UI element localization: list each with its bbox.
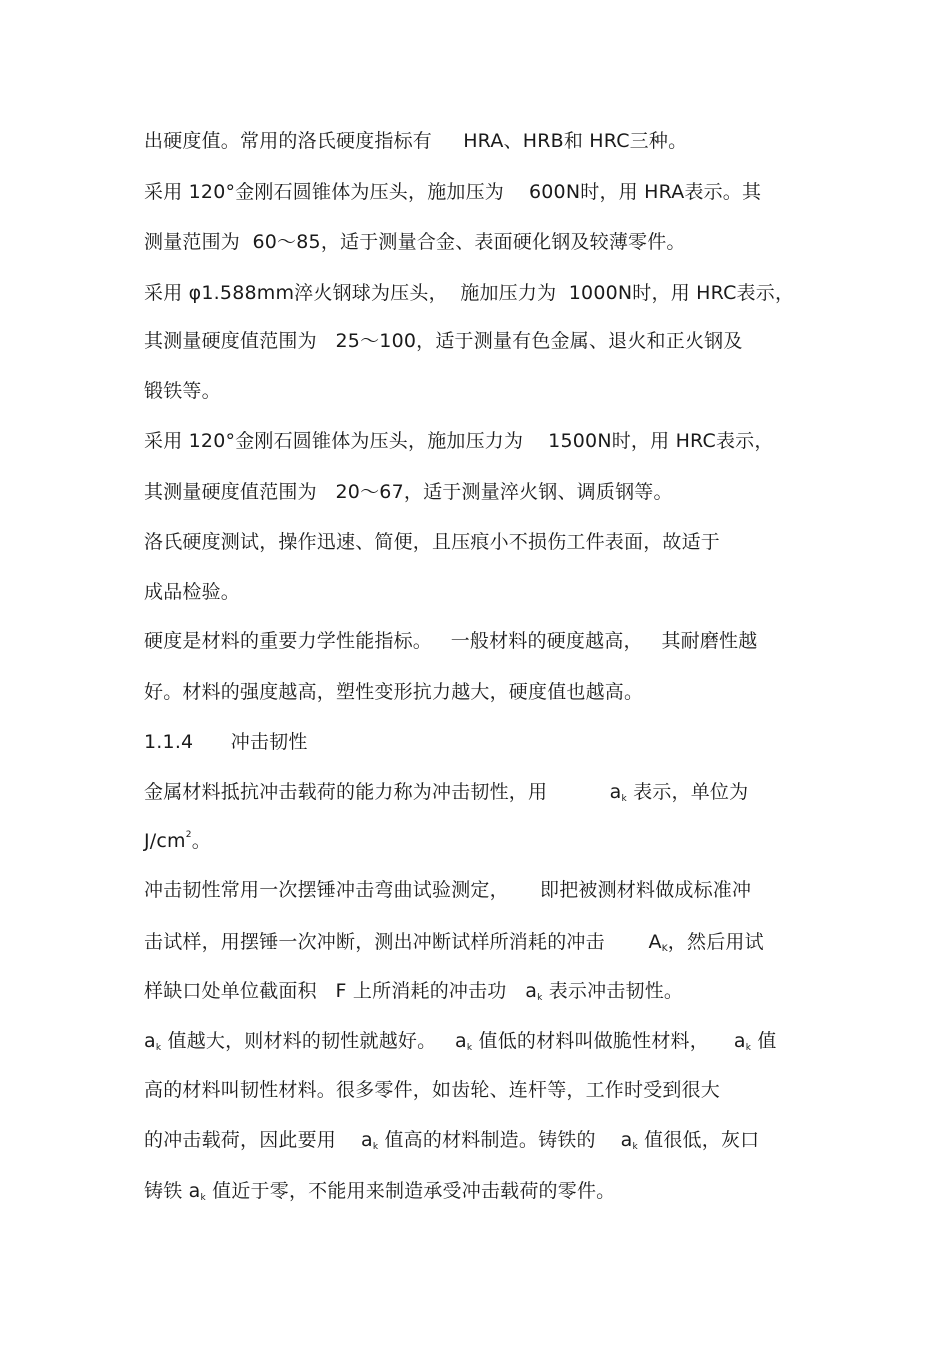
text-run: 值很低，灰口 xyxy=(637,1129,760,1151)
text-run: 击试样，用摆锤一次冲断，测出冲断试样所消耗的冲击 A xyxy=(144,931,662,953)
text-run: 值 xyxy=(751,1030,777,1052)
subscript: k xyxy=(200,1193,206,1203)
section-heading: 1.1.4 冲击韧性 xyxy=(144,731,308,753)
text-line xyxy=(144,1028,777,1058)
text-line: 采用 120°金刚石圆锥体为压头，施加压为 600N时，用 HRA表示。其 xyxy=(144,181,762,203)
subscript: k xyxy=(155,1043,162,1053)
text-run: 值高的材料制造。铸铁的 a xyxy=(378,1129,633,1151)
text-line: 出硬度值。常用的洛氏硬度指标有 HRA、HRB和 HRC三种。 xyxy=(144,130,688,152)
text-line: 洛氏硬度测试，操作迅速、简便，且压痕小不损伤工件表面，故适于 xyxy=(144,531,721,553)
text-line: 冲击韧性常用一次摆锤冲击弯曲试验测定， 即把被测材料做成标准冲 xyxy=(144,879,752,901)
text-run: a xyxy=(144,1030,156,1052)
text-run: 值近于零，不能用来制造承受冲击载荷的零件。 xyxy=(205,1180,616,1202)
text-line: 硬度是材料的重要力学性能指标。 一般材料的硬度越高， 其耐磨性越 xyxy=(144,630,758,652)
text-run: ，然后用试 xyxy=(667,931,764,953)
text-line: 成品检验。 xyxy=(144,581,241,603)
text-line xyxy=(144,1178,615,1208)
text-line: 其测量硬度值范围为 20～67，适于测量淬火钢、调质钢等。 xyxy=(144,481,673,503)
text-line xyxy=(144,1127,759,1157)
text-run: J/cm xyxy=(144,830,186,852)
text-run: 铸铁 a xyxy=(144,1180,201,1202)
text-run: 表示冲击韧性。 xyxy=(542,980,684,1002)
text-line xyxy=(144,929,764,959)
text-line: 测量范围为 60～85，适于测量合金、表面硬化钢及较薄零件。 xyxy=(144,231,686,253)
text-run: 值低的材料叫做脆性材料， a xyxy=(472,1030,746,1052)
subscript: K xyxy=(661,944,668,954)
subscript: k xyxy=(466,1043,473,1053)
subscript: k xyxy=(745,1043,752,1053)
text-run: 。 xyxy=(191,830,211,852)
subscript: k xyxy=(621,794,627,804)
text-run: 的冲击载荷，因此要用 a xyxy=(144,1129,373,1151)
text-line xyxy=(144,828,211,858)
text-line: 其测量硬度值范围为 25～100，适于测量有色金属、退火和正火钢及 xyxy=(144,330,743,352)
text-run: 表示，单位为 xyxy=(626,781,749,803)
subscript: k xyxy=(537,993,543,1003)
subscript: k xyxy=(632,1142,638,1152)
text-run: 金属材料抵抗冲击载荷的能力称为冲击韧性，用 a xyxy=(144,781,622,803)
text-line: 锻铁等。 xyxy=(144,380,221,402)
superscript: 2 xyxy=(185,830,192,840)
text-line: 采用 φ1.588mm淬火钢球为压头， 施加压力为 1000N时，用 HRC表示， xyxy=(144,282,795,304)
text-run: 样缺口处单位截面积 F 上所消耗的冲击功 a xyxy=(144,980,538,1002)
text-line: 高的材料叫韧性材料。很多零件，如齿轮、连杆等，工作时受到很大 xyxy=(144,1079,721,1101)
text-line: 好。材料的强度越高，塑性变形抗力越大，硬度值也越高。 xyxy=(144,681,644,703)
text-line: 采用 120°金刚石圆锥体为压头，施加压力为 1500N时，用 HRC表示， xyxy=(144,430,774,452)
text-line xyxy=(144,779,748,809)
text-line xyxy=(144,978,683,1008)
subscript: k xyxy=(372,1142,379,1152)
text-run: 值越大，则材料的韧性就越好。 a xyxy=(161,1030,467,1052)
